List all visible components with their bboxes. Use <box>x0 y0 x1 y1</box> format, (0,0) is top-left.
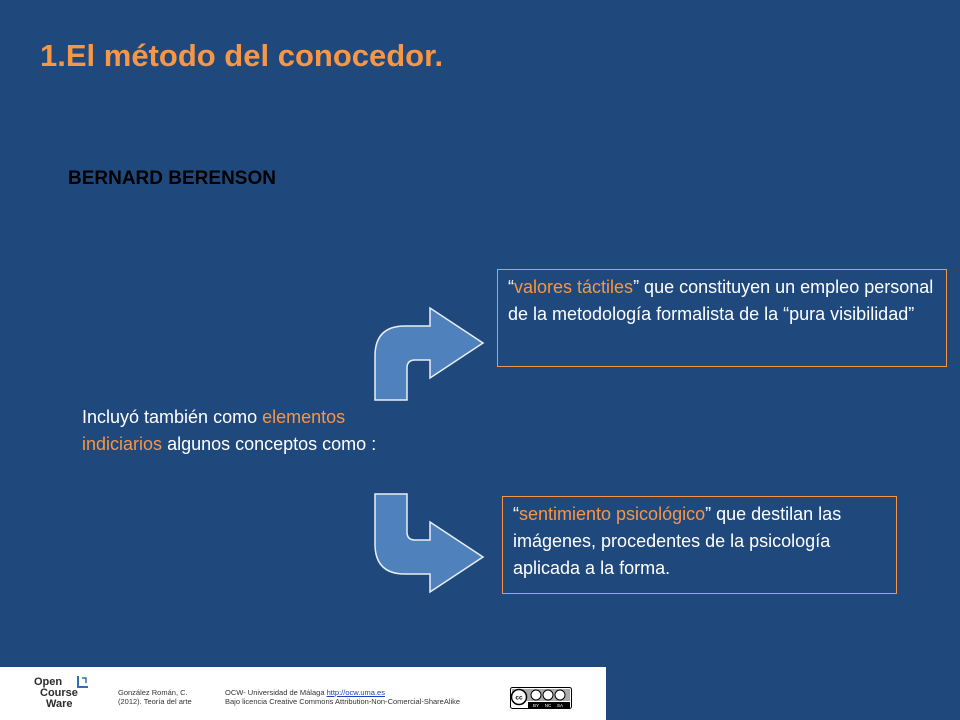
license-prefix: OCW- Universidad de Málaga <box>225 688 325 697</box>
intro-text-part2: algunos conceptos como : <box>167 434 377 454</box>
license-line-1 <box>225 688 460 697</box>
author-credit <box>118 688 192 706</box>
credit-line-1: González Román, C. <box>118 688 188 697</box>
slide-subtitle: BERNARD BERENSON <box>68 168 276 189</box>
intro-text <box>82 404 382 458</box>
logo-line-course: Course <box>40 687 78 699</box>
cc-label-by: BY <box>532 703 540 708</box>
logo-line-ware: Ware <box>46 698 73 710</box>
logo-line-open: Open <box>34 676 63 688</box>
opencourseware-logo <box>34 675 98 715</box>
text-box-sentimiento-psicologico <box>502 496 897 594</box>
svg-text:cc: cc <box>515 694 523 702</box>
intro-text-part1: Incluyó también como <box>82 407 258 427</box>
license-info <box>225 688 460 706</box>
curved-arrow-up-right-icon <box>368 304 488 404</box>
credit-line-2: (2012). Teoría del arte <box>118 697 192 706</box>
box-top-highlight: valores táctiles <box>514 277 634 297</box>
footer-bar <box>0 667 606 720</box>
text-box-valores-tactiles <box>497 269 947 367</box>
slide-title: 1.El método del conocedor. <box>40 38 444 73</box>
cc-label-nc: NC <box>544 703 552 708</box>
ocw-mark-icon <box>76 675 90 689</box>
ocw-link[interactable]: http://ocw.uma.es <box>326 688 385 697</box>
creative-commons-icon <box>510 687 572 709</box>
cc-label-sa: SA <box>556 703 564 708</box>
curved-arrow-down-right-icon <box>368 490 488 598</box>
intro-highlight: elementos indiciarios <box>82 407 346 454</box>
open-quote: “ <box>508 277 514 297</box>
box-top-text: ” que constituyen un empleo personal de la metodología formalista de la “pura visibilidad” <box>508 277 934 324</box>
box-bottom-text: ” que destilan las imágenes, procedentes de la psicología aplicada a la forma. <box>513 504 842 578</box>
box-bottom-highlight: sentimiento psicológico <box>519 504 706 524</box>
license-line-2: Bajo licencia Creative Commons Attribution-Non-Comercial-ShareAlike <box>225 697 461 706</box>
open-quote: “ <box>513 504 519 524</box>
